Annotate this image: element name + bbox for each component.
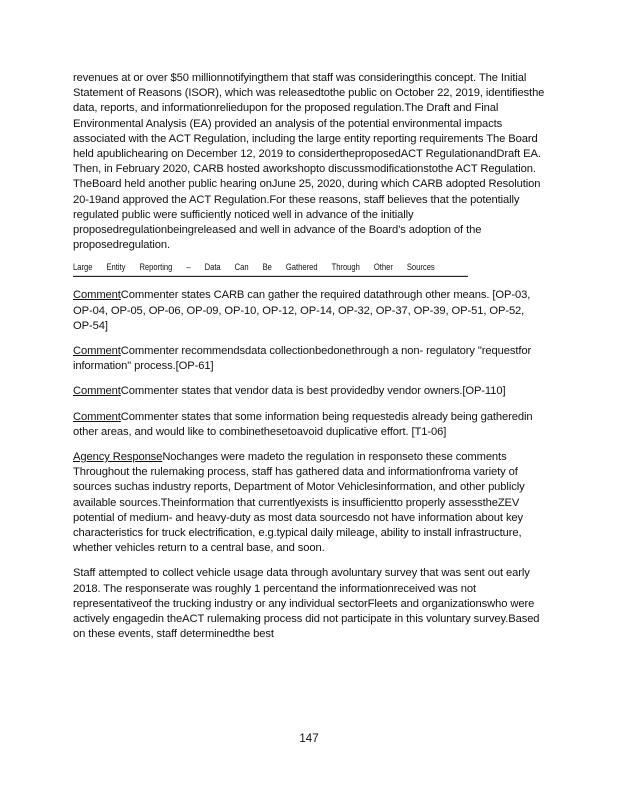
comment-paragraph xyxy=(73,288,545,334)
page-content xyxy=(73,71,545,643)
heading-word: Through xyxy=(331,262,360,273)
heading-word: Other xyxy=(373,262,393,273)
page-number: 147 xyxy=(299,733,319,745)
comment-paragraph xyxy=(73,410,545,440)
intro-paragraph: revenues at or over $50 millionnotifyingthem that staff was consideringthis concept. The Initial Statement of Reasons (ISOR), which was releasedtothe public on October 22, 2019, identifiesthe data, reports, and informationreliedupon for the proposed regulation.The Draft and Final Environmental Analysis (EA) provided an analysis of the potential environmental impacts associated with the ACT Regulation, including the large entity reporting requirements The Board held apublichearing on December 12, 2019 to considertheproposedACT RegulationandDraft EA. Then, in February 2020, CARB hosted aworkshopto discussmodificationstothe ACT Regulation. TheBoard held another public hearing onJune 25, 2020, during which CARB adopted Resolution 20-19and approved the ACT Regulation.For these reasons, staff believes that the potentially regulated public were sufficiently noticed well in advance of the initially proposedregulationbeingreleased and well in advance of the Board’s adoption of the proposedregulation. xyxy=(73,72,545,252)
heading-word: Be xyxy=(262,262,272,273)
heading-word: Can xyxy=(234,262,249,273)
agency-response-paragraph xyxy=(73,450,545,556)
section-heading xyxy=(73,262,468,277)
comment-text: Commenter recommendsdata collectionbedonethrough a non- regulatory "requestfor information" process.[OP-61] xyxy=(73,345,532,373)
heading-word: Data xyxy=(204,262,221,273)
comment-paragraph xyxy=(73,384,545,399)
heading-word: Sources xyxy=(406,262,435,273)
comment-label: Comment xyxy=(73,410,121,423)
comment-label: Comment xyxy=(73,385,121,398)
comment-text: Commenter states that some information being requestedis already being gatheredin other areas, and would like to combinethesetoavoid duplicative effort. [T1-06] xyxy=(73,410,533,438)
comment-label: Comment xyxy=(73,289,121,302)
final-paragraph: Staff attempted to collect vehicle usage data through avoluntary survey that was sent out early 2018. The responserate was roughly 1 percentand the informationreceived was not representativeof the trucking industry or any individual sectorFleets and organizationswho were actively engagedin theACT rulemaking process did not participate in this voluntary survey.Based on these events, staff determinedthe best xyxy=(73,567,540,641)
comment-paragraph xyxy=(73,344,545,374)
heading-word: Large xyxy=(73,262,93,273)
comment-label: Comment xyxy=(73,345,121,358)
comment-text: Commenter states that vendor data is best providedby vendor owners.[OP-110] xyxy=(120,385,506,398)
agency-response-label: Agency Response xyxy=(73,451,163,464)
heading-word: Reporting xyxy=(139,262,173,273)
heading-word: Entity xyxy=(106,262,126,273)
comment-text: Commenter states CARB can gather the required datathrough other means. [OP-03, OP-04, OP-05, OP-06, OP-09, OP-10, OP-12, OP-14, OP-32, OP-37, OP-39, OP-51, OP-52, OP-54] xyxy=(73,289,531,332)
heading-word: – xyxy=(186,262,191,273)
heading-word: Gathered xyxy=(285,262,318,273)
agency-response-text: Nochanges were madeto the regulation in responseto these comments Throughout the rulemaking process, staff has gathered data and informationfroma variety of sources suchas industry reports, Department of Motor Vehiclesinformation, and other publicly available sources.Theinformation that currentlyexists is insufficientto properly assesstheZEV potential of medium- and heavy-duty as most data sourcesdo not have information about key characteristics for truck electrification, e.g.typical daily mileage, ability to install infrastructure, whether vehicles return to a central base, and soon. xyxy=(73,451,525,555)
